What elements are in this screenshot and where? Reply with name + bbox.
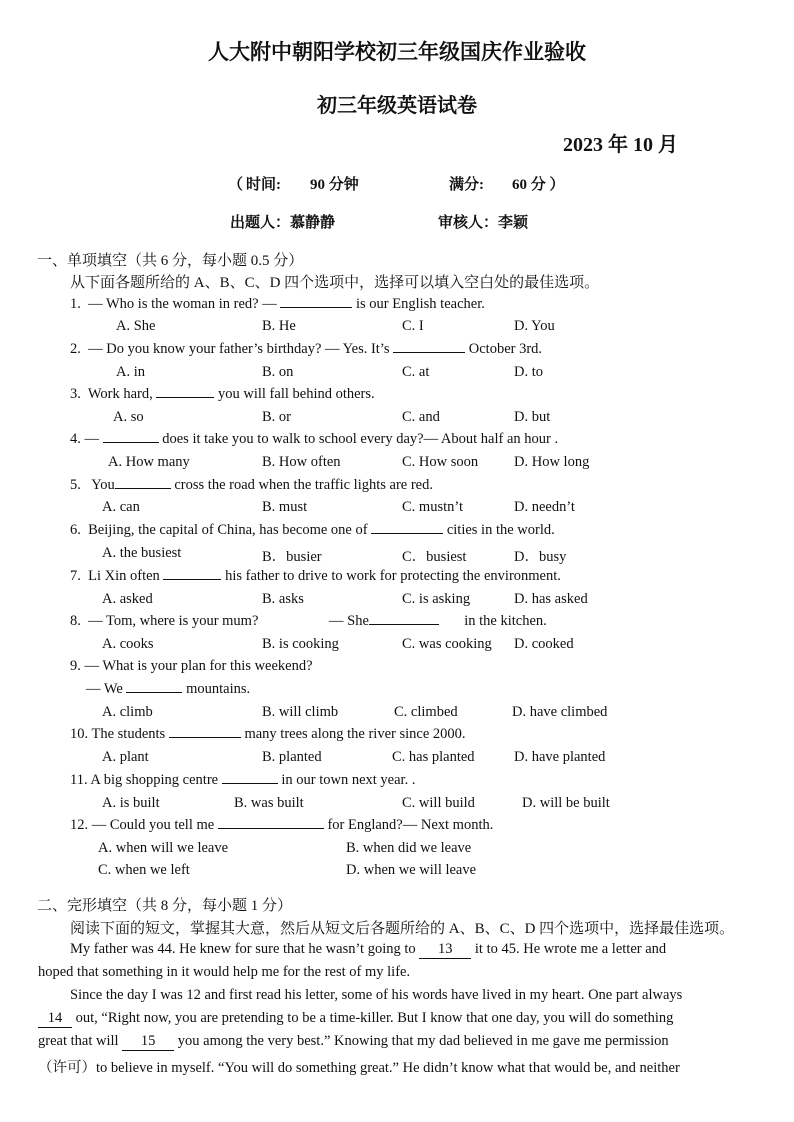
answer-blank[interactable] [280,307,352,308]
option-d[interactable]: D. needn’t [514,499,575,515]
setter: 出题人：慕静静 [230,215,336,231]
question-5: 5. You cross the road when the traffic lights are red. [70,477,433,493]
answer-blank[interactable] [163,579,221,580]
question-1: 1. — Who is the woman in red? — is our English teacher. [70,296,485,312]
option-c[interactable]: C. How soon [402,454,479,470]
answer-blank[interactable] [156,397,214,398]
passage-line: 14 out, “Right now, you are pretending to be a time-killer. But I know that one day, you will do something [38,1010,673,1028]
option-a[interactable]: A. asked [102,591,153,607]
option-b[interactable]: B. on [262,364,294,380]
time-label: 时间: [246,177,281,193]
option-a[interactable]: A. cooks [102,636,154,652]
answer-blank[interactable] [222,783,278,784]
option-d[interactable]: D．busy [514,549,567,565]
answer-blank[interactable] [369,624,439,625]
option-b[interactable]: B. must [262,499,308,515]
option-b[interactable]: B. asks [262,591,304,607]
section1-heading: 一、单项填空（共 6 分，每小题 0.5 分） [37,253,304,269]
option-b[interactable]: B. How often [262,454,341,470]
option-d[interactable]: D. cooked [514,636,574,652]
answer-blank[interactable] [126,692,182,693]
school-title: 人大附中朝阳学校初三年级国庆作业验收 [208,40,586,64]
cloze-blank-15[interactable]: 15 [122,1033,174,1051]
option-c[interactable]: C. and [402,409,440,425]
question-8-answer: — She in the kitchen. [329,613,547,629]
option-b[interactable]: B. when did we leave [346,840,472,856]
option-c[interactable]: C. I [402,318,424,334]
section2-heading: 二、完形填空（共 8 分，每小题 1 分） [37,898,293,914]
score-value: 60 分 ） [512,177,565,193]
question-7: 7. Li Xin often his father to drive to work for protecting the environment. [70,568,561,584]
question-12: 12. — Could you tell me for England?— Next month. [70,817,494,833]
option-a[interactable]: A. the busiest [102,545,182,561]
passage-line: My father was 44. He knew for sure that he wasn’t going to 13 it to 45. He wrote me a letter and [70,941,667,957]
option-d[interactable]: D. when we will leave [346,862,477,878]
option-a[interactable]: A. She [116,318,156,334]
option-a[interactable]: A. when will we leave [98,840,229,856]
option-c[interactable]: C. at [402,364,430,380]
question-9: 9. — What is your plan for this weekend? [70,658,313,674]
cloze-blank-14[interactable]: 14 [38,1010,72,1028]
option-d[interactable]: D. will be built [522,795,610,811]
answer-blank[interactable] [103,442,159,443]
option-d[interactable]: D. You [514,318,555,334]
option-a[interactable]: A. is built [102,795,160,811]
option-b[interactable]: B. will climb [262,704,339,720]
option-c[interactable]: C. is asking [402,591,471,607]
option-a[interactable]: A. so [113,409,144,425]
option-c[interactable]: C. has planted [392,749,475,765]
question-11: 11. A big shopping centre in our town next year. . [70,772,416,788]
option-b[interactable]: B. planted [262,749,322,765]
option-a[interactable]: A. can [102,499,140,515]
option-b[interactable]: B. is cooking [262,636,339,652]
option-b[interactable]: B. was built [234,795,304,811]
option-a[interactable]: A. climb [102,704,153,720]
reviewer: 审核人：李颖 [438,215,529,231]
time-open-paren: （ [228,177,244,193]
question-3: 3. Work hard, you will fall behind others. [70,386,375,402]
question-10: 10. The students many trees along the river since 2000. [70,726,466,742]
option-d[interactable]: D. have climbed [512,704,608,720]
option-a[interactable]: A. How many [108,454,190,470]
option-c[interactable]: C. will build [402,795,475,811]
cloze-blank-13[interactable]: 13 [419,941,471,959]
option-c[interactable]: C. when we left [98,862,190,878]
question-9-line2: — We mountains. [86,681,251,697]
option-c[interactable]: C. was cooking [402,636,492,652]
answer-blank[interactable] [169,737,241,738]
passage-line: Since the day I was 12 and first read his letter, some of his words have lived in my heart. One part always [70,987,683,1003]
question-8: 8. — Tom, where is your mum? [70,613,259,629]
option-c[interactable]: C. mustn’t [402,499,463,515]
question-4: 4. — does it take you to walk to school every day?— About half an hour . [70,431,559,447]
question-6: 6. Beijing, the capital of China, has become one of cities in the world. [70,522,555,538]
passage-line: （许可）to believe in myself. “You will do something great.” He didn’t know what that would be, and neither [38,1060,680,1076]
answer-blank[interactable] [393,352,465,353]
section2-instruction: 阅读下面的短文，掌握其大意，然后从短文后各题所给的 A、B、C、D 四个选项中，选择最佳选项。 [70,921,735,937]
passage-line: great that will 15 you among the very best.” Knowing that my dad believed in me gave me permission [38,1033,669,1049]
option-b[interactable]: B．busier [262,549,322,565]
option-b[interactable]: B. He [262,318,296,334]
time-value: 90 分钟 [310,177,359,193]
answer-blank[interactable] [371,533,443,534]
answer-blank[interactable] [115,488,171,489]
option-d[interactable]: D. have planted [514,749,606,765]
question-2: 2. — Do you know your father’s birthday? — Yes. It’s October 3rd. [70,341,543,357]
section1-instruction: 从下面各题所给的 A、B、C、D 四个选项中，选择可以填入空白处的最佳选项。 [70,275,600,291]
option-c[interactable]: C．busiest [402,549,467,565]
option-a[interactable]: A. in [116,364,145,380]
score-label: 满分: [449,177,484,193]
option-d[interactable]: D. to [514,364,543,380]
option-a[interactable]: A. plant [102,749,149,765]
paper-title: 初三年级英语试卷 [317,95,477,117]
option-d[interactable]: D. but [514,409,551,425]
exam-date: 2023 年 10 月 [563,134,678,156]
option-b[interactable]: B. or [262,409,291,425]
option-d[interactable]: D. has asked [514,591,588,607]
option-d[interactable]: D. How long [514,454,590,470]
option-c[interactable]: C. climbed [394,704,458,720]
answer-blank[interactable] [218,828,324,829]
passage-line: hoped that something in it would help me for the rest of my life. [38,964,411,980]
